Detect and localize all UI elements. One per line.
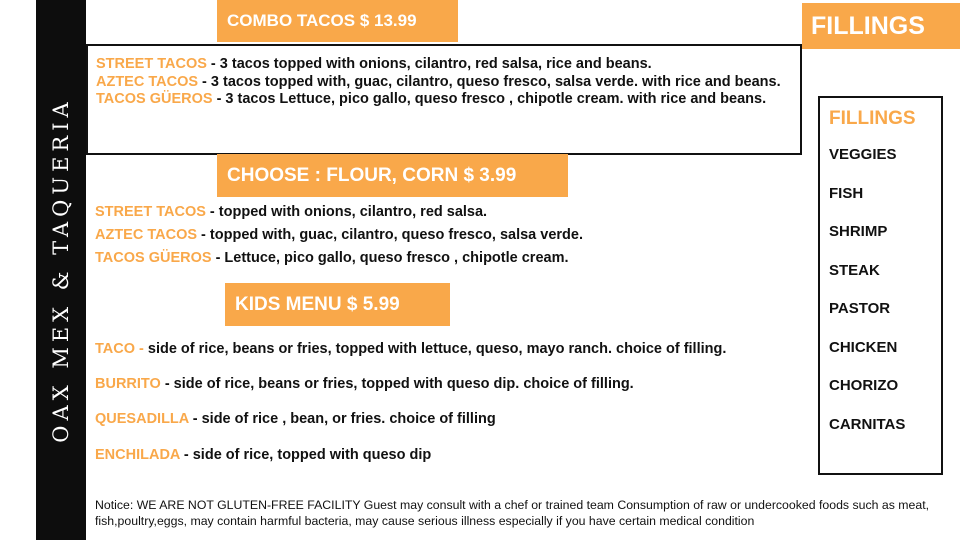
- filling-item-steak: STEAK: [829, 261, 880, 279]
- filling-item-chicken: CHICKEN: [829, 338, 898, 356]
- choose-item-desc: - topped with onions, cilantro, red salsa.: [205, 204, 488, 220]
- choose-item-street-tacos: [95, 204, 795, 222]
- allergen-notice: Notice: WE ARE NOT GLUTEN-FREE FACILITY Guest may consult with a chef or trained team Consumption of raw or undercooked foods such as meat, fish,poultry,eggs, may contain harmful bacteria, may cause serious illness especially if you have certain medical condition: [95, 498, 930, 528]
- choose-item-desc: - topped with, guac, cilantro, queso fresco, salsa verde.: [197, 227, 583, 244]
- combo-item-street-tacos: [96, 56, 792, 74]
- combo-item-tacos-gueros: [96, 91, 792, 109]
- kids-item-name: QUESADILLA: [95, 411, 189, 428]
- combo-tacos-header: COMBO TACOS $ 13.99: [217, 0, 458, 42]
- kids-item-burrito: [95, 376, 800, 394]
- filling-item-fish: FISH: [829, 184, 864, 202]
- combo-item-name: AZTEC TACOS: [96, 73, 199, 90]
- fillings-title: FILLINGS: [829, 108, 916, 129]
- kids-menu-header: KIDS MENU $ 5.99: [225, 283, 450, 326]
- choose-tortilla-header: CHOOSE : FLOUR, CORN $ 3.99: [217, 154, 568, 197]
- choose-item-aztec-tacos: [95, 227, 795, 245]
- combo-item-desc: - 3 tacos Lettuce, pico gallo, queso fresco , chipotle cream. with rice and beans.: [212, 91, 767, 108]
- filling-item-pastor: PASTOR: [829, 300, 891, 317]
- kids-item-desc: - side of rice, topped with queso dip: [179, 446, 432, 463]
- filling-item-chorizo: CHORIZO: [829, 377, 899, 394]
- kids-item-name: BURRITO: [95, 376, 161, 393]
- kids-item-name: ENCHILADA: [95, 446, 180, 463]
- fillings-panel: [818, 96, 943, 475]
- kids-item-enchilada: [95, 447, 800, 465]
- fillings-header: FILLINGS: [802, 3, 960, 49]
- combo-item-name: STREET TACOS: [96, 56, 207, 72]
- kids-item-taco: [95, 341, 800, 359]
- kids-item-desc: - side of rice , bean, or fries. choice of filling: [188, 411, 496, 428]
- choose-item-name: AZTEC TACOS: [95, 227, 198, 244]
- filling-item-shrimp: SHRIMP: [829, 223, 888, 240]
- kids-item-name: TACO -: [95, 341, 148, 357]
- choose-item-desc: - Lettuce, pico gallo, queso fresco , chipotle cream.: [211, 250, 569, 267]
- choose-item-name: STREET TACOS: [95, 204, 206, 220]
- kids-item-desc: - side of rice, beans or fries, topped with queso dip. choice of filling.: [160, 376, 634, 393]
- kids-menu-list: [95, 341, 800, 482]
- combo-tacos-panel: [86, 44, 802, 155]
- filling-item-carnitas: CARNITAS: [829, 415, 906, 433]
- combo-item-desc: - 3 tacos topped with onions, cilantro, red salsa, rice and beans.: [206, 56, 652, 72]
- filling-item-veggies: VEGGIES: [829, 146, 897, 163]
- brand-name: OAX MEX & TAQUERIA: [49, 97, 73, 443]
- combo-item-aztec-tacos: [96, 74, 792, 92]
- kids-item-desc: side of rice, beans or fries, topped with lettuce, queso, mayo ranch. choice of filling.: [147, 341, 727, 357]
- combo-item-desc: - 3 tacos topped with, guac, cilantro, queso fresco, salsa verde. with rice and beans.: [198, 73, 781, 90]
- combo-item-name: TACOS GÜEROS: [96, 91, 213, 108]
- choose-item-tacos-gueros: [95, 250, 795, 268]
- kids-item-quesadilla: [95, 411, 800, 429]
- choose-tacos-list: [95, 204, 795, 274]
- choose-item-name: TACOS GÜEROS: [95, 250, 212, 267]
